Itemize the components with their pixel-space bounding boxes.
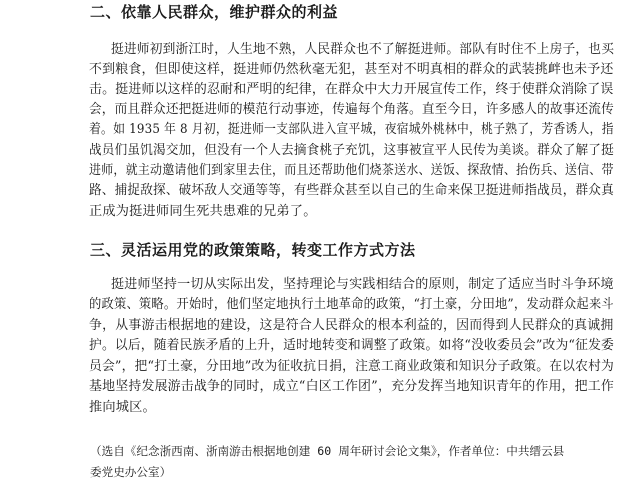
section-heading-3: 三、灵活运用党的政策策略，转变工作方式方法 <box>90 241 416 259</box>
paragraph-line: 员会”，把“打土豪，分田地”改为征收抗日捐，注意工商业政策和知识分子政策。在以农村为 <box>89 359 614 374</box>
source-note-line: （选自《纪念浙西南、浙南游击根据地创建 60 周年研讨会论文集》，作者单位：中共缙云县 <box>90 444 565 458</box>
paragraph-line: 正成为挺进师同生死共患难的兄弟了。 <box>89 204 317 219</box>
paragraph-line: 不到粮食，但即使这样，挺进师仍然秋毫无犯，甚至对不明真相的群众的武装挑衅也未予还 <box>89 62 614 77</box>
paragraph-line: 着。如 1935 年 8 月初，挺进师一支部队进入宣平城，夜宿城外桃林中，桃子熟了，芳香诱人，指 <box>89 122 614 137</box>
paragraph-line: 击。挺进师以这样的忍耐和严明的纪律，在群众中大力开展宣传工作，终于使群众消除了误 <box>89 82 614 97</box>
paragraph-line: 基地坚持发展游击战争的同时，成立“白区工作团”，充分发挥当地知识青年的作用，把工作 <box>89 379 615 394</box>
paragraph-line: 战员们虽饥渴交加，但没有一个人去摘食桃子充饥，这事被宣平人民传为美谈。群众了解了挺 <box>89 143 614 158</box>
paragraph-line: 护。以后，随着民族矛盾的上升，适时地转变和调整了政策。如将“没收委员会”改为“征发委 <box>89 338 614 353</box>
source-note-line: 委党史办公室） <box>90 465 172 479</box>
paragraph-line: 进师，就主动邀请他们到家里去住，而且还帮助他们烧茶送水、送饭、探敌情、抬伤兵、送信、带 <box>89 163 614 178</box>
paragraph-line: 挺进师坚持一切从实际出发，坚持理论与实践相结合的原则，制定了适应当时斗争环境 <box>111 277 614 292</box>
paragraph-line: 推向城区。 <box>89 400 156 415</box>
paragraph-line: 会，而且群众还把挺进师的模范行动事迹，传遍每个角落。直至今日，许多感人的故事还流传 <box>89 102 614 117</box>
paragraph-line: 争，从事游击根据地的建设，这是符合人民群众的根本利益的，因而得到人民群众的真诚拥 <box>89 318 614 333</box>
paragraph-line: 的政策、策略。开始时，他们坚定地执行土地革命的政策，“打土豪，分田地”，发动群众起来斗 <box>89 297 614 312</box>
paragraph-line: 路、捕捉敌探、破坏敌人交通等等，有些群众甚至以自己的生命来保卫挺进师指战员，群众真 <box>89 183 614 198</box>
paragraph-line: 挺进师初到浙江时，人生地不熟，人民群众也不了解挺进师。部队有时住不上房子，也买 <box>111 42 615 57</box>
section-heading-2: 二、依靠人民群众，维护群众的利益 <box>90 3 339 21</box>
